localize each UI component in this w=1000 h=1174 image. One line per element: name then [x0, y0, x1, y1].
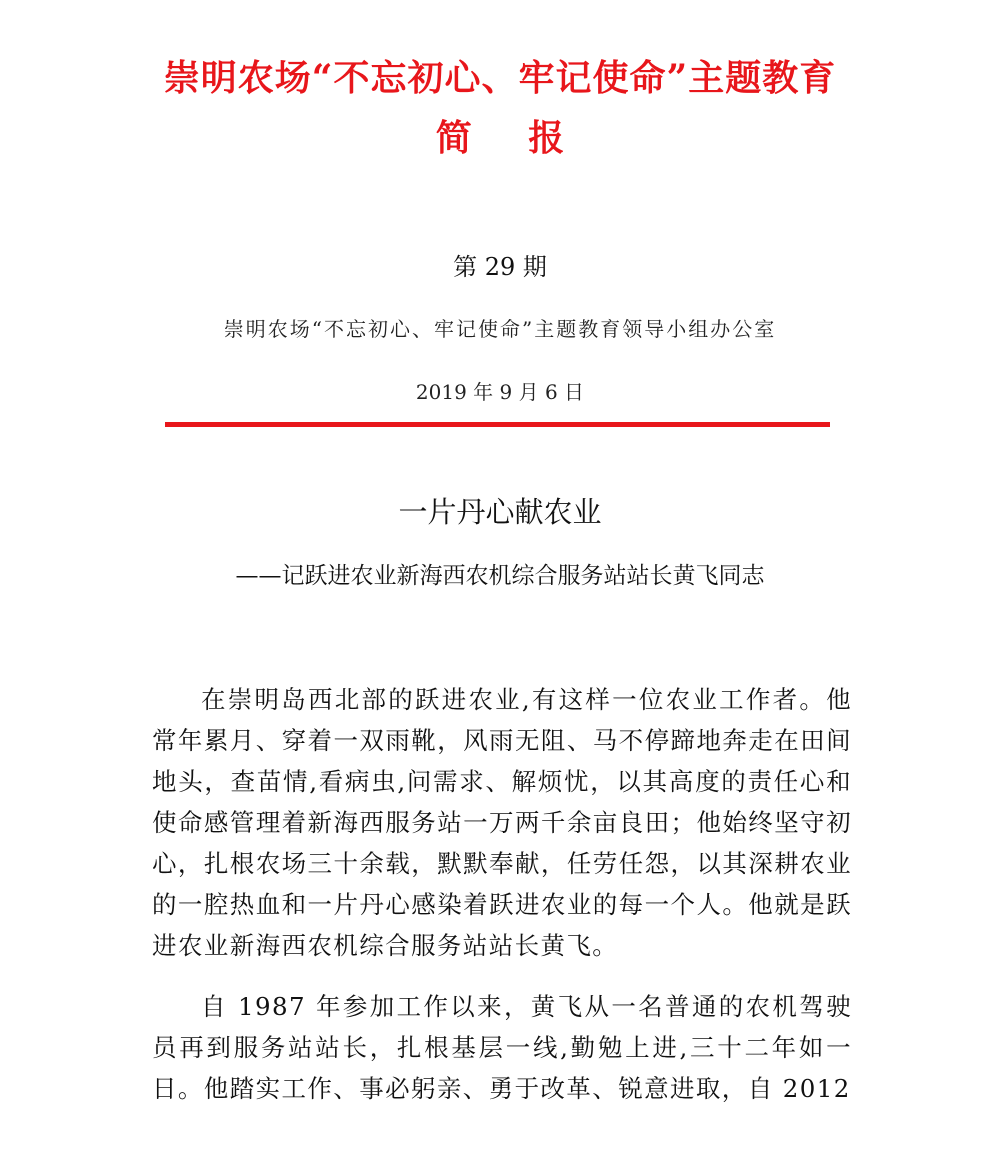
article-title: 一片丹心献农业 — [398, 495, 602, 529]
article-subtitle: ——记跃进农业新海西农机综合服务站站长黄飞同志 — [235, 563, 765, 589]
masthead-subtitle: 简 报 — [435, 117, 565, 159]
masthead-title: 崇明农场“不忘初心、牢记使命”主题教育 — [163, 57, 837, 99]
article-body — [152, 679, 852, 1109]
article-paragraph: 在崇明岛西北部的跃进农业,有这样一位农业工作者。他常年累月、穿着一双雨靴，风雨无阻、马不停蹄地奔走在田间地头，查苗情,看病虫,问需求、解烦忧，以其高度的责任心和使命感管理着新海西服务站一万两千余亩良田；他始终坚守初心，扎根农场三十余载，默默奉献，任劳任怨，以其深耕农业的一腔热血和一片丹心感染着跃进农业的每一个人。他就是跃进农业新海西农机综合服务站站长黄飞。 — [152, 685, 852, 960]
article-paragraph: 自 1987 年参加工作以来，黄飞从一名普通的农机驾驶员再到服务站站长，扎根基层一线,勤勉上进,三十二年如一日。他踏实工作、事必躬亲、勇于改革、锐意进取，自 2012 — [152, 992, 852, 1103]
issuer-office: 崇明农场“不忘初心、牢记使命”主题教育领导小组办公室 — [223, 317, 777, 341]
issue-number: 第 29 期 — [453, 253, 547, 281]
red-divider — [165, 422, 830, 427]
issue-date: 2019 年 9 月 6 日 — [415, 380, 585, 404]
